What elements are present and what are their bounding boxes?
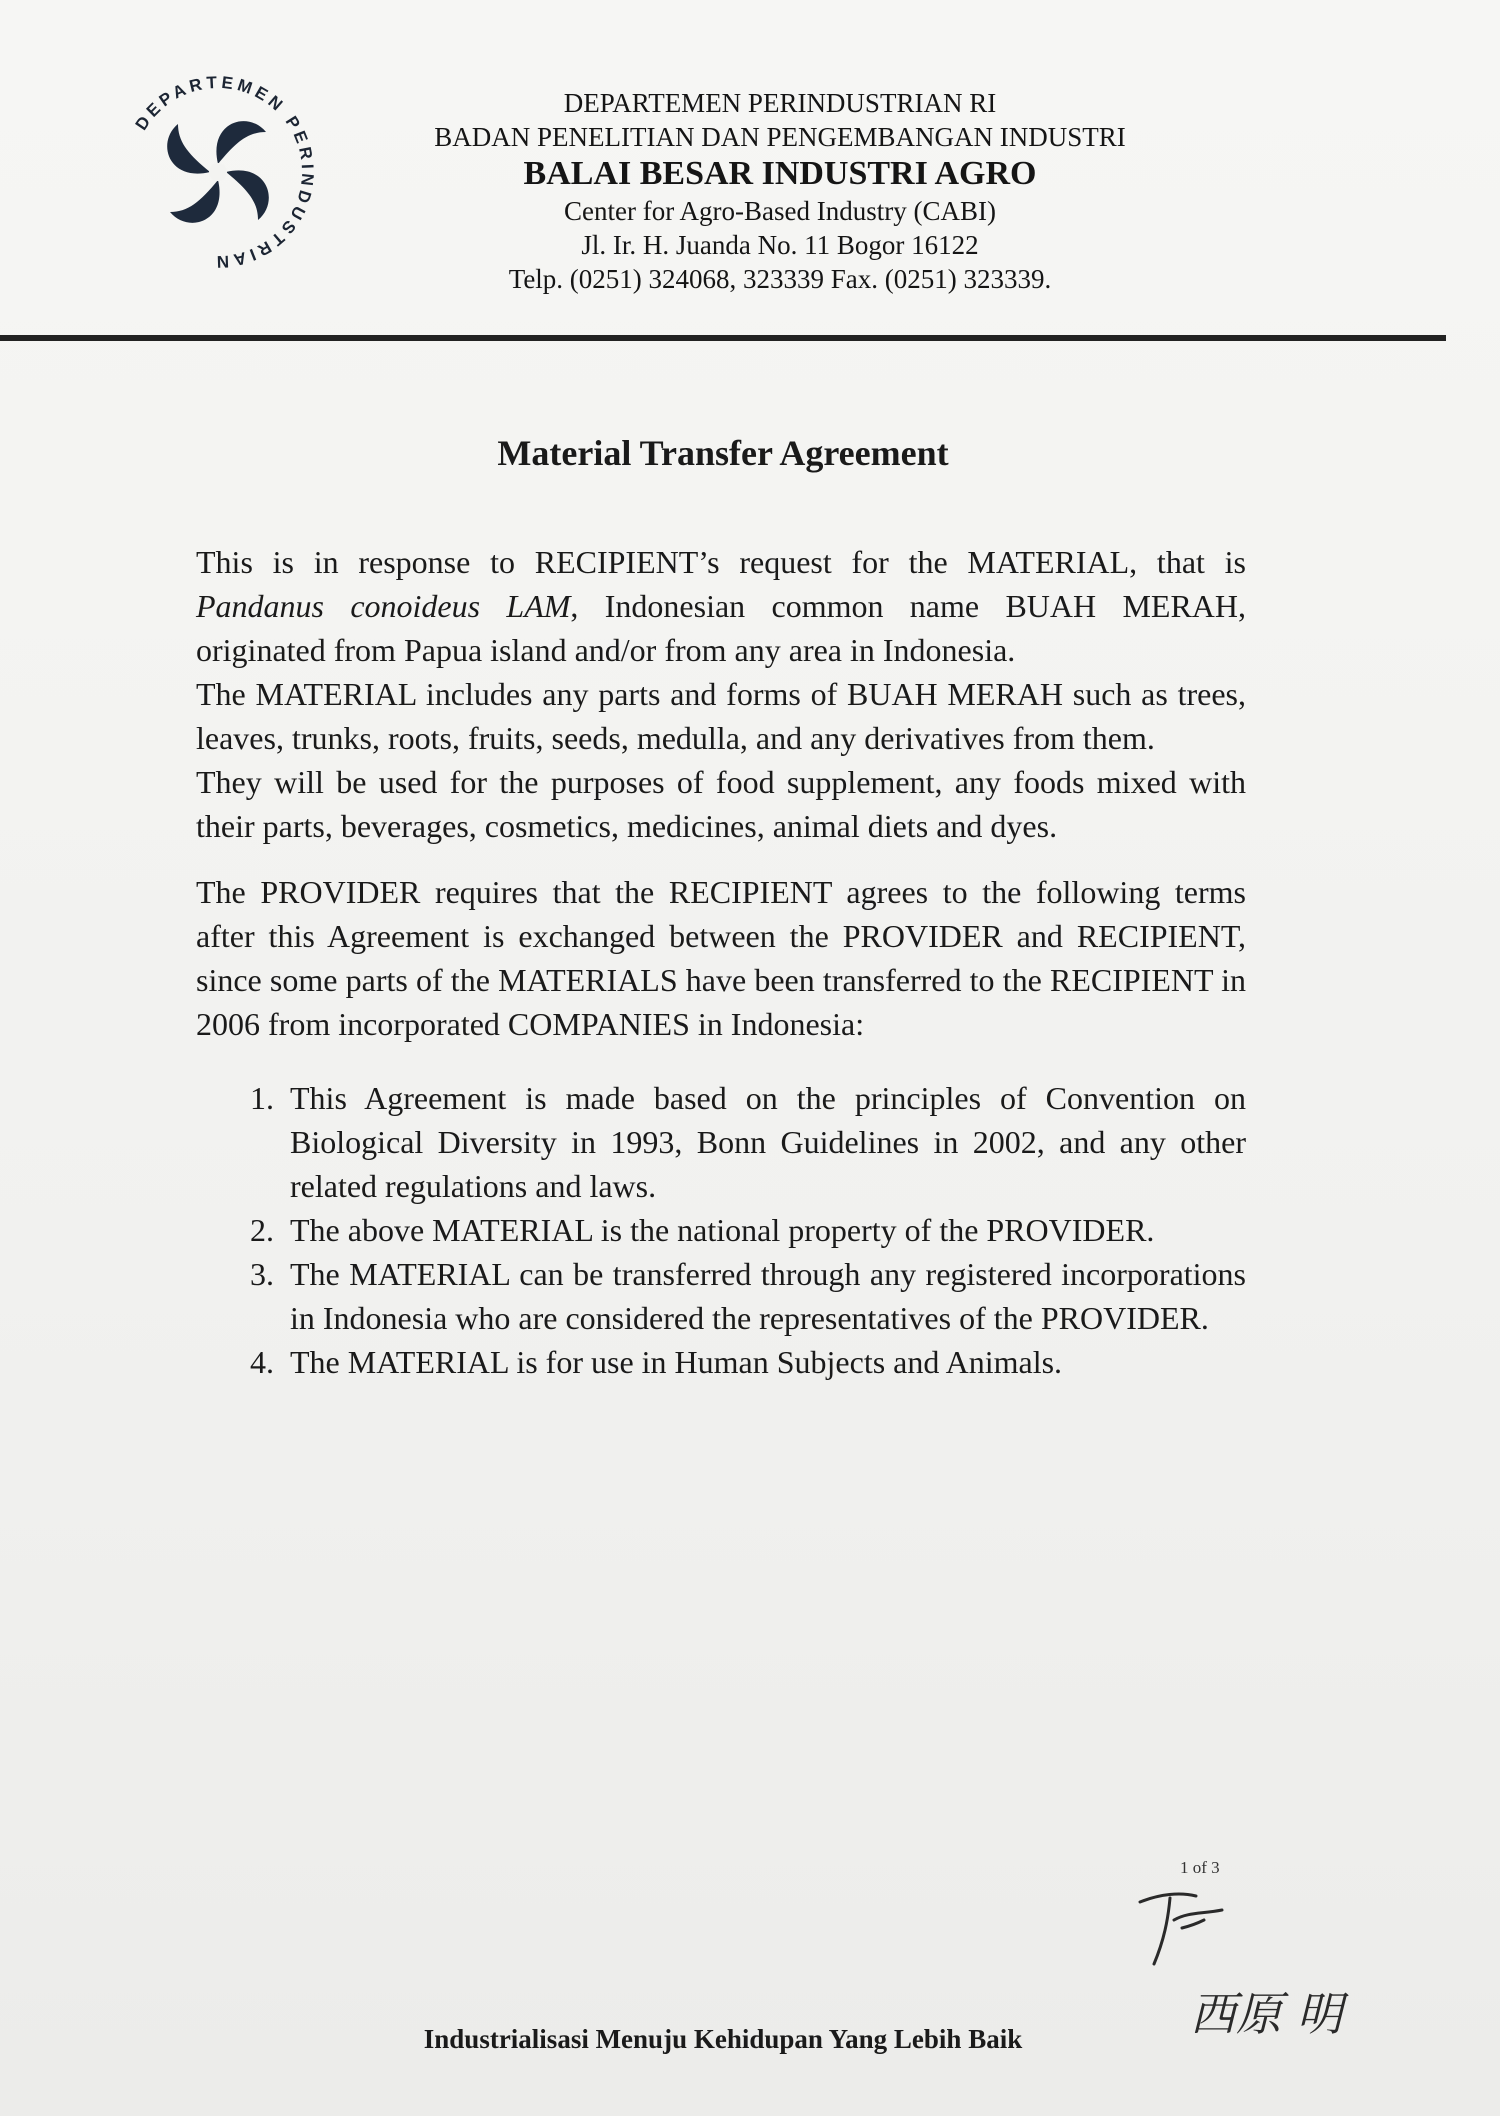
phone-fax: Telp. (0251) 324068, 323339 Fax. (0251) 323339. bbox=[508, 264, 1052, 294]
term-number: 4. bbox=[250, 1344, 274, 1380]
paragraph-request bbox=[196, 540, 1246, 672]
footer-motto: Industrialisasi Menuju Kehidupan Yang Lebih Baik bbox=[423, 2024, 1023, 2054]
signature-name: 西原 明 bbox=[1190, 1987, 1343, 2041]
term-item bbox=[196, 1340, 1246, 1384]
term-item bbox=[196, 1076, 1246, 1208]
paragraph-terms-intro: The PROVIDER requires that the RECIPIENT agrees to the following terms after this Agreement is exchanged between the PROVIDER and RECIPIENT, since some parts of the MATERIALS have been transferred to the RECIPIENT in 2006 from incorporated COMPANIES in Indonesia: bbox=[196, 874, 1246, 1042]
document-body bbox=[196, 540, 1246, 1384]
ministry-name: DEPARTEMEN PERINDUSTRIAN RI bbox=[563, 88, 997, 118]
term-item bbox=[196, 1208, 1246, 1252]
institute-name: BALAI BESAR INDUSTRI AGRO bbox=[523, 155, 1037, 192]
terms-list bbox=[196, 1076, 1246, 1384]
term-text: The MATERIAL is for use in Human Subjects and Animals. bbox=[290, 1344, 1063, 1380]
term-text: This Agreement is made based on the principles of Convention on Biological Diversity in 1993, Bonn Guidelines in 2002, and any other related regulations and laws. bbox=[290, 1080, 1246, 1204]
document-title: Material Transfer Agreement bbox=[497, 433, 949, 473]
term-number: 2. bbox=[250, 1212, 274, 1248]
term-number: 1. bbox=[250, 1080, 274, 1116]
address: Jl. Ir. H. Juanda No. 11 Bogor 16122 bbox=[581, 230, 979, 260]
paragraph-request-text-b: , Indonesian common name BUAH MERAH, originated from Papua island and/or from any area in Indonesia. bbox=[196, 588, 1247, 668]
species-name: Pandanus conoideus LAM bbox=[196, 588, 571, 624]
term-text: The above MATERIAL is the national property of the PROVIDER. bbox=[290, 1212, 1155, 1248]
letterhead bbox=[370, 86, 1190, 296]
letterhead-divider bbox=[0, 335, 1446, 341]
paragraph-purposes: They will be used for the purposes of food supplement, any foods mixed with their parts, beverages, cosmetics, medicines, animal diets and dyes. bbox=[196, 764, 1246, 844]
paragraph-request-text-a: This is in response to RECIPIENT’s request for the MATERIAL, that is bbox=[196, 544, 1246, 580]
agency-name: BADAN PENELITIAN DAN PENGEMBANGAN INDUSTRI bbox=[434, 122, 1126, 152]
term-number: 3. bbox=[250, 1256, 274, 1292]
paragraph-material: The MATERIAL includes any parts and forms of BUAH MERAH such as trees, leaves, trunks, roots, fruits, seeds, medulla, and any derivatives from them. bbox=[196, 676, 1246, 756]
term-item bbox=[196, 1252, 1246, 1340]
logo-ring-text: DEPARTEMEN PERINDUSTRIAN bbox=[131, 72, 318, 272]
page-number: 1 of 3 bbox=[1180, 1858, 1220, 1877]
term-text: The MATERIAL can be transferred through any registered incorporations in Indonesia who are considered the representatives of the PROVIDER. bbox=[290, 1256, 1246, 1336]
institute-english-name: Center for Agro-Based Industry (CABI) bbox=[564, 196, 996, 226]
ministry-logo bbox=[118, 72, 318, 272]
